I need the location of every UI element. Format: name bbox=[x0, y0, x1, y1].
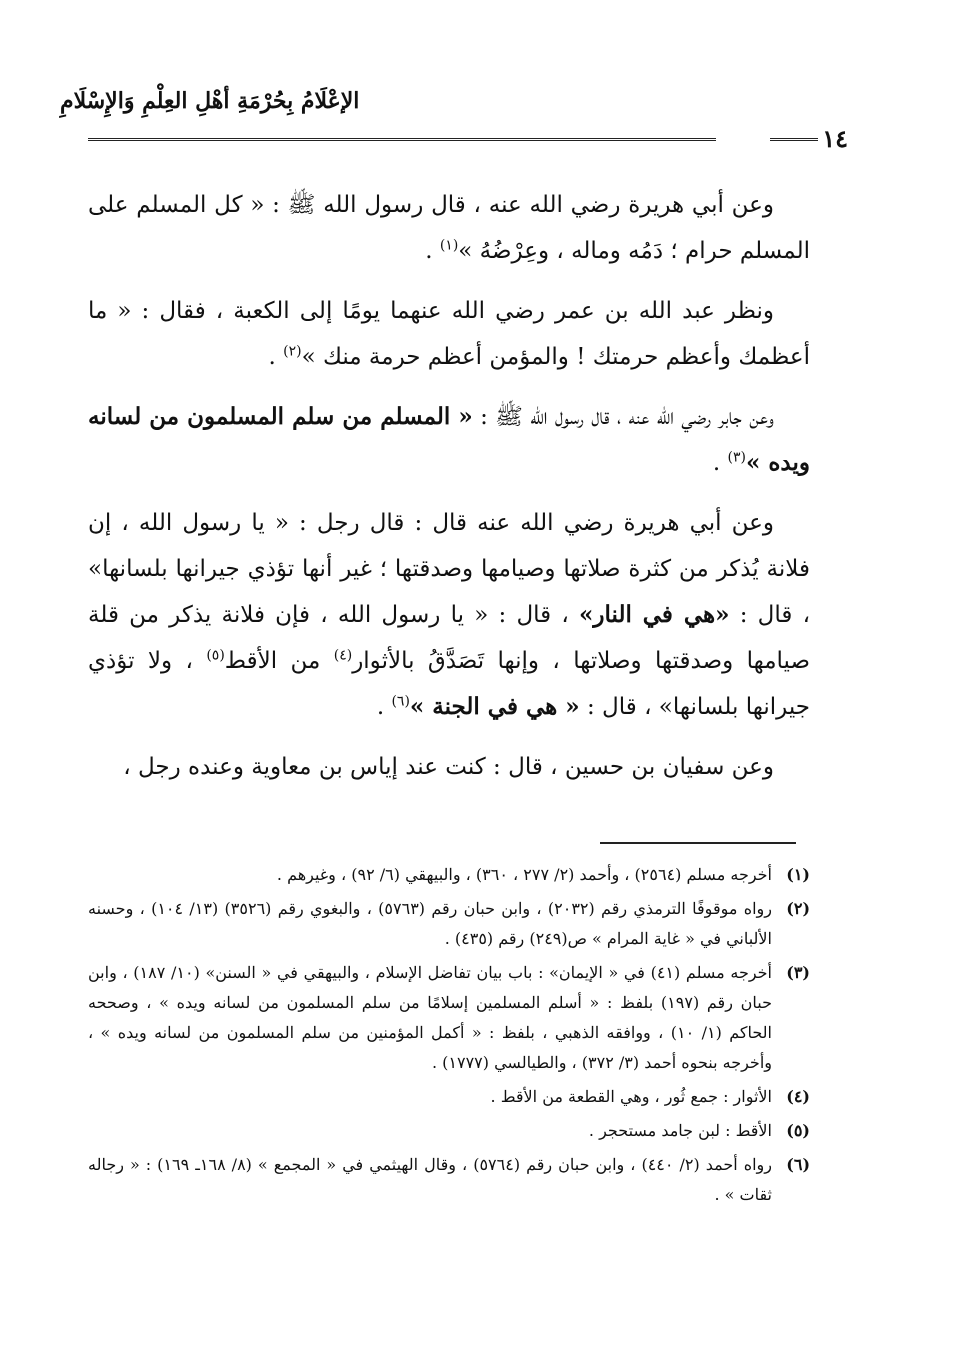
footnote-number: (٦) bbox=[786, 1155, 811, 1174]
p5-text: وعن سفيان بن حسين ، قال : كنت عند إياس بن معاوية وعنده رجل ، bbox=[123, 754, 774, 780]
p4-part-d: من الأقط bbox=[224, 648, 334, 674]
p2-end: . bbox=[268, 344, 284, 370]
footnote-ref-4: (٤) bbox=[333, 647, 353, 664]
footnote-6 bbox=[88, 1150, 810, 1210]
header-rule bbox=[88, 138, 716, 145]
page-number: ١٤ bbox=[822, 124, 848, 153]
footnote-text: الأثوار : جمع ثُور ، وهي القطعة من الأقط . bbox=[490, 1087, 772, 1106]
p4-part-c: ، قال : « يا رسول الله ، فإن فلانة يذكر من قلة صيامها وصدقتها وصلاتها ، وإنها تَصَدَّقُ بالأثوار bbox=[88, 602, 810, 674]
p3-hadith: « المسلم من سلم المسلمون من لسانه ويده » bbox=[88, 403, 810, 476]
footnote-text: الأقط : لبن جامد مستحجر . bbox=[588, 1121, 772, 1140]
footnote-ref-2: (٢) bbox=[283, 343, 302, 360]
p4-part-e: ، ولا تؤذي جيرانها بلسانها» ، قال : bbox=[88, 648, 810, 720]
footnote-ref-1: (١) bbox=[439, 237, 459, 254]
footnote-ref-5: (٥) bbox=[206, 647, 225, 664]
p4-end: . bbox=[376, 694, 392, 720]
footnote-text: أخرجه مسلم (٢٥٦٤) ، وأحمد (٢/ ٢٧٧ ، ٣٦٠) ، والبيهقي (٦/ ٩٢) ، وغيرهم . bbox=[276, 865, 772, 884]
p3-intro: وعن جابر رضي الله عنه ، قال رسول الله ﷺ : bbox=[472, 404, 774, 430]
footnote-5 bbox=[88, 1116, 810, 1146]
paragraph-1 bbox=[88, 182, 810, 274]
p3-end: . bbox=[712, 450, 728, 476]
footnote-separator bbox=[600, 842, 796, 844]
paragraph-4 bbox=[88, 500, 810, 730]
footnote-text: أخرجه مسلم (٤١) في « الإيمان» : باب بيان تفاضل الإسلام ، والبيهقي في « السنن» (١٠/ ١٨٧) ، وابن حبان رقم (١٩٧) بلفظ : « أسلم المسلمين إسلامًا من سلم المسلمون من لسانه ويده » ، وصححه الحاكم (١/ ١٠) ، ووافقه الذهبي ، بلفظ : « أكمل المؤمنين من سلم المسلمون من لسانه ويده » ، وأخرجه بنحوه أحمد (٣/ ٣٧٢) ، والطيالسي (١٧٧٧) . bbox=[88, 963, 772, 1072]
footnote-ref-3: (٣) bbox=[727, 449, 746, 466]
running-header-title: الإعْلَامُ بِحُرْمَةِ أهْلِ العِلْمِ وَالإِسْلَامِ bbox=[60, 88, 360, 114]
footnote-2 bbox=[88, 894, 810, 954]
footnote-number: (٤) bbox=[786, 1087, 810, 1106]
footnotes bbox=[88, 860, 810, 1214]
footnote-text: رواه أحمد (٢/ ٤٤٠) ، وابن حبان رقم (٥٧٦٤) ، وقال الهيثمي في « المجمع » (٨/ ١٦٨ـ ١٦٩) : « رجاله ثقات » . bbox=[88, 1155, 773, 1204]
footnote-number: (٢) bbox=[786, 899, 811, 918]
footnote-3 bbox=[88, 958, 810, 1078]
p1-text: وعن أبي هريرة رضي الله عنه ، قال رسول الله ﷺ : « كل المسلم على المسلم حرام ؛ دَمُه وماله ، وعِرْضُهُ » bbox=[88, 192, 810, 264]
footnote-text: رواه موقوفًا الترمذي رقم (٢٠٣٢) ، وابن حبان رقم (٥٧٦٣) ، والبغوي رقم (٣٥٢٦) (١٣/ ١٠٤) ، وحسنه الألباني في « غاية المرام » ص(٢٤٩) رقم (٤٣٥) . bbox=[88, 899, 773, 948]
footnote-number: (١) bbox=[786, 865, 810, 884]
footnote-number: (٥) bbox=[786, 1121, 810, 1140]
p4-hadith-paradise: « هي في الجنة » bbox=[409, 693, 580, 720]
p4-hadith-fire: «هي في النار» bbox=[579, 601, 730, 628]
main-text bbox=[88, 182, 810, 804]
footnote-number: (٣) bbox=[786, 963, 810, 982]
paragraph-2 bbox=[88, 288, 810, 380]
paragraph-3 bbox=[88, 394, 810, 486]
paragraph-5 bbox=[88, 744, 810, 790]
footnote-ref-6: (٦) bbox=[391, 693, 410, 710]
footnote-1 bbox=[88, 860, 810, 890]
p4-part-a: وعن أبي هريرة رضي الله عنه قال : قال رجل : « يا رسول الله ، إن فلانة يُذكر من كثرة صلاتها وصيامها وصدقتها ؛ غير أنها تؤذي جيرانها بلسانها» ، قال : bbox=[88, 510, 811, 628]
p1-end: . bbox=[425, 238, 440, 264]
footnote-4 bbox=[88, 1082, 810, 1112]
page-number-rule bbox=[770, 138, 818, 145]
p2-text: ونظر عبد الله بن عمر رضي الله عنهما يومًا إلى الكعبة ، فقال : « ما أعظمك وأعظم حرمتك ! والمؤمن أعظم حرمة منك » bbox=[88, 298, 810, 370]
